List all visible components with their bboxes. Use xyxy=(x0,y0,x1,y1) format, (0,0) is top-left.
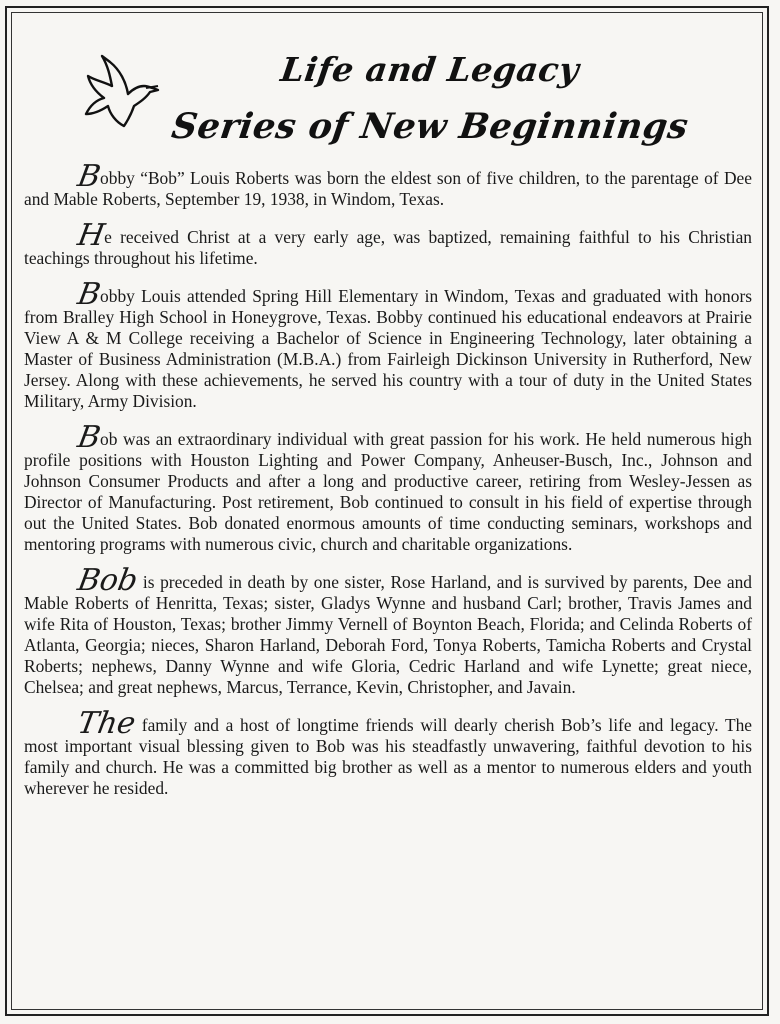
drop-cap: B xyxy=(74,420,104,455)
paragraph-text: e received Christ at a very early age, was baptized, remaining faithful to his Christian teachings throughout his lifetime. xyxy=(24,227,752,268)
obituary-body xyxy=(24,159,752,814)
paragraph xyxy=(24,159,752,210)
drop-cap: Bob xyxy=(74,563,141,598)
page-title: Life and Legacy xyxy=(278,50,582,89)
drop-cap: The xyxy=(74,706,139,741)
drop-cap: B xyxy=(74,277,104,312)
paragraph xyxy=(24,563,752,698)
page-subtitle: Series of New Beginnings xyxy=(169,106,691,147)
drop-cap: H xyxy=(74,218,108,253)
dove-icon xyxy=(80,52,164,134)
paragraph-text: ob was an extraordinary individual with great passion for his work. He held numerous high profile positions with Houston Lighting and Power Company, Anheuser-Busch, Inc., Johnson and Johnson Consumer Products and after a long and productive career, retiring from Wesley-Jessen as Director of Manufacturing. Post retirement, Bob continued to consult in his field of expertise through out the United States. Bob donated enormous amounts of time conducting seminars, workshops and mentoring programs with numerous civic, church and charitable organizations. xyxy=(24,429,752,554)
paragraph xyxy=(24,218,752,269)
drop-cap: B xyxy=(74,159,104,194)
paragraph-text: obby “Bob” Louis Roberts was born the eldest son of five children, to the parentage of Dee and Mable Roberts, September 19, 1938, in Windom, Texas. xyxy=(24,168,752,209)
paragraph-text: is preceded in death by one sister, Rose Harland, and is survived by parents, Dee and Mable Roberts of Henritta, Texas; sister, Gladys Wynne and husband Carl; brother, Travis James and wife Rita of Houston, Texas; brother Jimmy Vernell of Boynton Beach, Florida; and Celinda Roberts of Atlanta, Georgia; nieces, Sharon Harland, Deborah Ford, Tonya Roberts, Tamicha Roberts and Crystal Roberts; nephews, Danny Wynne and wife Gloria, Cedric Harland and wife Lynette; great niece, Chelsea; and great nephews, Marcus, Terrance, Kevin, Christopher, and Javain. xyxy=(24,572,752,697)
paragraph xyxy=(24,706,752,799)
paragraph-text: obby Louis attended Spring Hill Elementary in Windom, Texas and graduated with honors from Bralley High School in Honeygrove, Texas. Bobby continued his educational endeavors at Prairie View A & M College receiving a Bachelor of Science in Engineering Technology, later obtaining a Master of Business Administration (M.B.A.) from Fairleigh Dickinson University in Rutherford, New Jersey. Along with these achievements, he served his country with a tour of duty in the United States Military, Army Division. xyxy=(24,286,752,411)
paragraph xyxy=(24,277,752,412)
paragraph-text: family and a host of longtime friends will dearly cherish Bob’s life and legacy. The most important visual blessing given to Bob was his steadfastly unwavering, faithful devotion to his family and church. He was a committed big brother as well as a mentor to numerous elders and youth wherever he resided. xyxy=(24,715,752,798)
paragraph xyxy=(24,420,752,555)
